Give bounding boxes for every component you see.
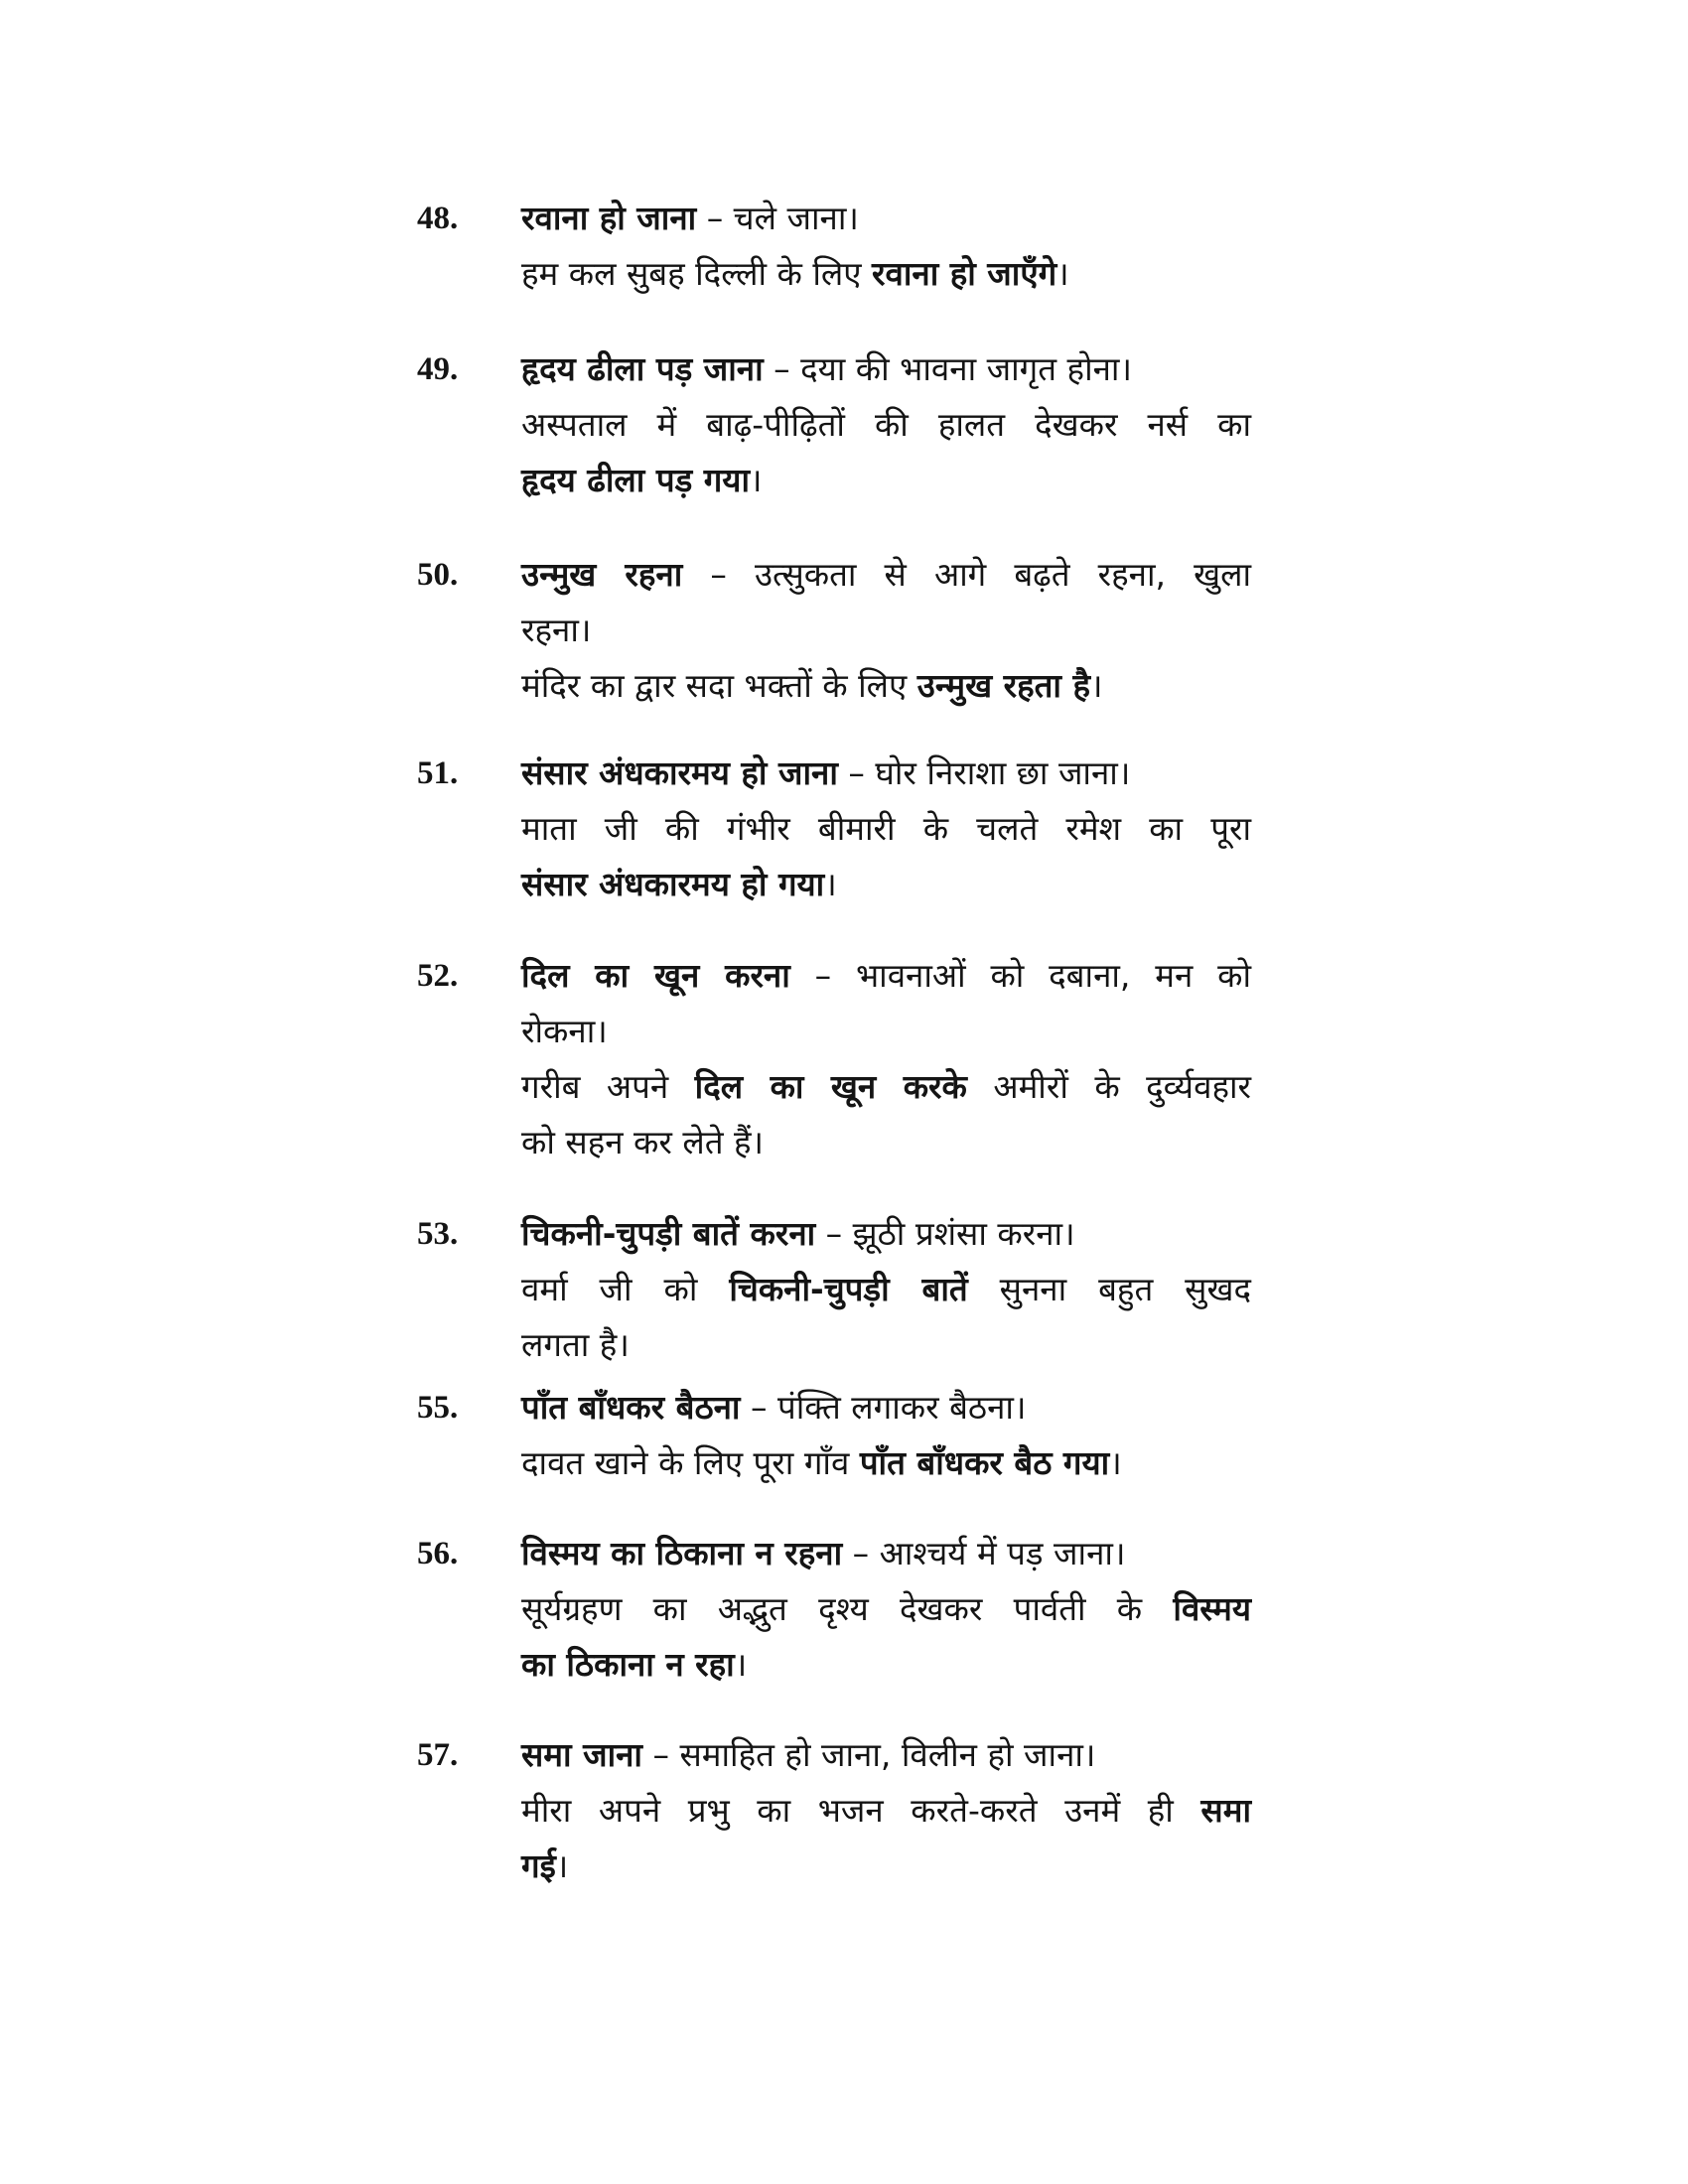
plain-text: – आश्चर्य में पड़ जाना। <box>842 1534 1126 1572</box>
plain-text: – दया की भावना जागृत होना। <box>763 349 1132 388</box>
entry-line <box>521 948 1251 1004</box>
entry-number: 56. <box>417 1536 459 1571</box>
entry-line <box>521 1380 1251 1435</box>
plain-text: अस्पताल में बाढ़-पीढ़ितों की हालत देखकर नर्स का <box>521 405 1251 444</box>
plain-text: दावत खाने के लिए पूरा गाँव <box>521 1443 860 1482</box>
idiom-text: विस्मय का ठिकाना न रहना <box>521 1534 843 1572</box>
plain-text: सूर्यग्रहण का अद्भुत दृश्य देखकर पार्वती के <box>521 1589 1174 1628</box>
idiom-text: हृदय ढीला पड़ जाना <box>521 349 764 388</box>
plain-text: रोकना। <box>521 1012 608 1050</box>
entry-number: 49. <box>417 351 459 387</box>
entry-line <box>521 341 1251 397</box>
entry-content <box>521 746 1251 912</box>
idiom-text: का ठिकाना न रहा <box>521 1645 735 1684</box>
plain-text: लगता है। <box>521 1325 630 1364</box>
idiom-text: उन्मुख रहना <box>521 555 683 594</box>
plain-text: मंदिर का द्वार सदा भक्तों के लिए <box>521 666 917 705</box>
entry-number: 50. <box>417 557 459 593</box>
idiom-text: समा <box>1200 1791 1251 1830</box>
entry-content <box>521 1526 1251 1693</box>
idiom-text: समा जाना <box>521 1735 642 1774</box>
entry-line <box>521 1206 1251 1262</box>
idiom-text: चिकनी-चुपड़ी बातें करना <box>521 1214 816 1253</box>
idiom-text: उन्मुख रहता है <box>916 666 1090 705</box>
idiom-text: चिकनी-चुपड़ी बातें <box>729 1270 968 1308</box>
entry-number: 55. <box>417 1390 459 1426</box>
plain-text: अमीरों के दुर्व्यवहार <box>966 1067 1252 1106</box>
entry-line <box>521 246 1251 302</box>
entry-content <box>521 948 1251 1170</box>
idiom-text: रवाना हो जाना <box>521 199 697 237</box>
plain-text: – उत्सुकता से आगे बढ़ते रहना, खुला <box>682 555 1252 594</box>
entry-line <box>521 1526 1251 1581</box>
plain-text: – झूठी प्रशंसा करना। <box>815 1214 1075 1253</box>
entry-content <box>521 191 1251 302</box>
plain-text: – समाहित हो जाना, विलीन हो जाना। <box>641 1735 1096 1774</box>
entry-number: 53. <box>417 1216 459 1252</box>
plain-text: वर्मा जी को <box>521 1270 730 1308</box>
entry-line <box>521 397 1251 453</box>
entry-content <box>521 547 1251 714</box>
plain-text: रहना। <box>521 611 592 649</box>
entry-line <box>521 547 1251 603</box>
entry-line <box>521 1262 1251 1317</box>
entry-line <box>521 658 1251 714</box>
entry-line <box>521 1839 1251 1894</box>
entry-number: 52. <box>417 958 459 994</box>
plain-text: । <box>734 1645 748 1684</box>
plain-text: – पंक्ति लगाकर बैठना। <box>740 1388 1027 1427</box>
plain-text: सुनना बहुत सुखद <box>967 1270 1251 1308</box>
entry-line <box>521 1435 1251 1491</box>
entry-line <box>521 1115 1251 1170</box>
idiom-text: दिल का खून करना <box>521 956 790 995</box>
plain-text: को सहन कर लेते हैं। <box>521 1123 765 1161</box>
entry-number: 48. <box>417 201 459 236</box>
plain-text: । <box>1109 1443 1122 1482</box>
plain-text: । <box>1089 666 1103 705</box>
idiom-text: पाँत बाँधकर बैठना <box>521 1388 741 1427</box>
entry-line <box>521 1581 1251 1637</box>
entry-line <box>521 1637 1251 1693</box>
entry-line <box>521 857 1251 912</box>
entry-number: 57. <box>417 1737 459 1773</box>
idiom-text: हृदय ढीला पड़ गया <box>521 461 750 499</box>
plain-text: । <box>1056 254 1069 293</box>
entry-number: 51. <box>417 755 459 791</box>
idiom-text: पाँत बाँधकर बैठ गया <box>859 1443 1110 1482</box>
idiom-text: संसार अंधकारमय हो गया <box>521 865 825 903</box>
entry-line <box>521 603 1251 658</box>
entry-line <box>521 1004 1251 1059</box>
idiom-text: दिल का खून करके <box>694 1067 967 1106</box>
plain-text: । <box>750 461 763 499</box>
idiom-text: गई <box>521 1846 556 1885</box>
idiom-text: संसार अंधकारमय हो जाना <box>521 753 838 792</box>
plain-text: – घोर निराशा छा जाना। <box>837 753 1131 792</box>
entry-line <box>521 801 1251 857</box>
entry-line <box>521 1317 1251 1373</box>
plain-text: हम कल सुबह दिल्ली के लिए <box>521 254 872 293</box>
entry-content <box>521 1380 1251 1491</box>
plain-text: – चले जाना। <box>696 199 859 237</box>
idiom-text: रवाना हो जाएँगे <box>871 254 1057 293</box>
entry-line <box>521 191 1251 246</box>
plain-text: गरीब अपने <box>521 1067 695 1106</box>
entry-content <box>521 1727 1251 1894</box>
entry-line <box>521 1783 1251 1839</box>
entry-line <box>521 746 1251 801</box>
entry-line <box>521 1727 1251 1783</box>
idiom-text: विस्मय <box>1173 1589 1251 1628</box>
plain-text: – भावनाओं को दबाना, मन को <box>789 956 1251 995</box>
entry-content <box>521 1206 1251 1373</box>
entry-line <box>521 1059 1251 1115</box>
entry-line <box>521 453 1251 508</box>
plain-text: । <box>824 865 837 903</box>
plain-text: । <box>555 1846 569 1885</box>
entry-content <box>521 341 1251 508</box>
plain-text: माता जी की गंभीर बीमारी के चलते रमेश का पूरा <box>521 809 1251 848</box>
plain-text: मीरा अपने प्रभु का भजन करते-करते उनमें ही <box>521 1791 1201 1830</box>
